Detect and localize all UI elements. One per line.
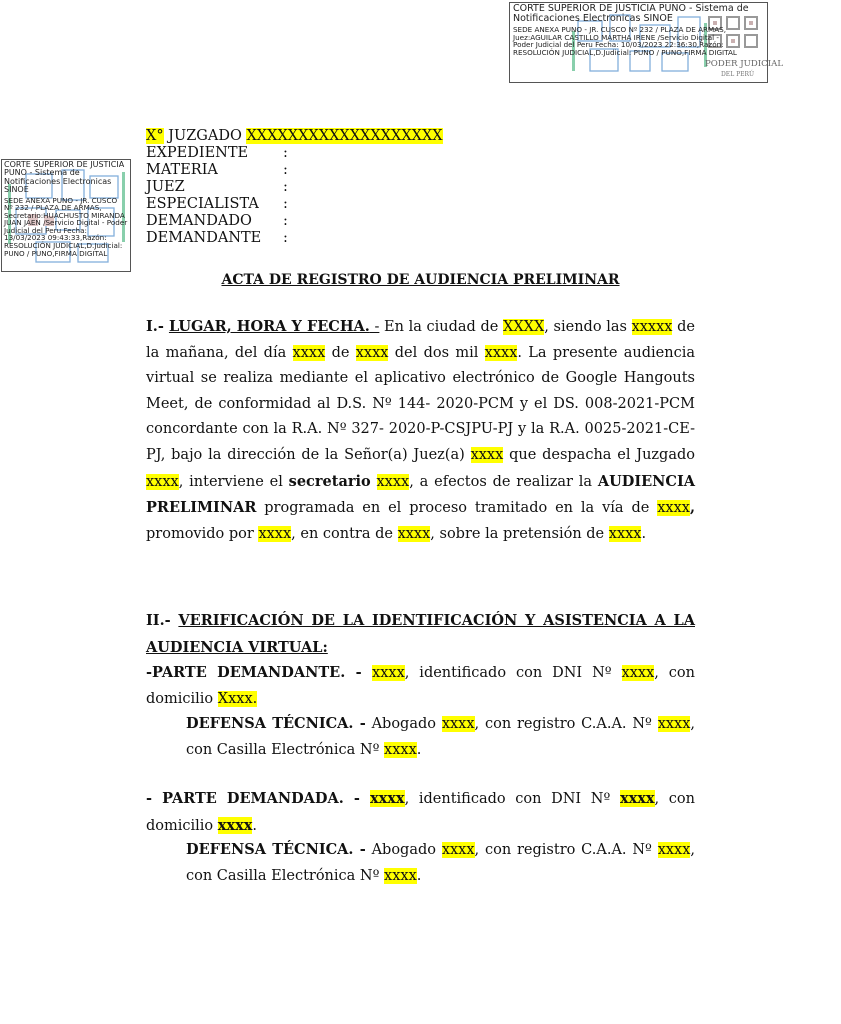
section-1-number: I.-	[146, 318, 169, 335]
header-field-juez: JUEZ :	[146, 179, 288, 195]
parte-demandante-paragraph: -PARTE DEMANDANTE. - xxxx, identificado con DNI Nº xxxx, con domicilio Xxxx.	[146, 664, 695, 707]
section-1-paragraph: I.- LUGAR, HORA Y FECHA. - En la ciudad de XXXX, siendo las xxxxx de la mañana, del día xxxx de xxxx del dos mil xxxx. La presente audiencia virtual se realiza mediante el aplicativo electrónico de Google Hangouts Meet, de conformidad al D.S. Nº 144- 2020-PCM y el DS. 008-2021-PCM concordante con la R.A. Nº 327- 2020-P-CSJPU-PJ y la R.A. 0025-2021-CE-PJ, bajo la dirección de la Señor(a) Juez(a) xxxx que despacha el Juzgado xxxx, interviene el secretario xxxx, a efectos de realizar la AUDIENCIA PRELIMINAR programada en el proceso tramitado en la vía de xxxx, promovido por xxxx, en contra de xxxx, sobre la pretensión de xxxx.	[146, 318, 695, 542]
placeholder-demandada-name: xxxx	[370, 790, 405, 807]
secretario-label: secretario	[288, 472, 371, 490]
placeholder-city: XXXX	[503, 319, 545, 335]
placeholder-abogado: xxxx	[441, 842, 475, 858]
court-name: XXXXXXXXXXXXXXXXXXX	[246, 128, 443, 144]
signature-left-title: CORTE SUPERIOR DE JUSTICIA PUNO - Sistema de Notificaciones Electronicas SINOE	[4, 160, 125, 195]
placeholder-registro: xxxx	[657, 842, 691, 858]
header-field-materia: MATERIA :	[146, 162, 288, 178]
header-field-demandado: DEMANDADO :	[146, 213, 288, 229]
court-number: X°	[146, 128, 164, 144]
placeholder-abogado: xxxx	[441, 716, 475, 732]
section-2-heading-block	[146, 608, 695, 661]
placeholder-year: xxxx	[484, 344, 518, 361]
placeholder-demandante-name: xxxx	[372, 665, 405, 681]
placeholder-secretary: xxxx	[376, 473, 410, 490]
audiencia-label: AUDIENCIA PRELIMINAR	[146, 472, 695, 517]
digital-signature-stamp-top	[509, 2, 784, 83]
header-field-especialista: ESPECIALISTA :	[146, 196, 288, 212]
case-header	[146, 128, 443, 247]
section-2-number: II.-	[146, 612, 179, 629]
parte-demandada-label: - PARTE DEMANDADA. -	[146, 790, 370, 807]
section-2-heading: VERIFICACIÓN DE LA IDENTIFICACIÓN Y ASISTENCIA A LA AUDIENCIA VIRTUAL:	[146, 612, 695, 656]
placeholder-demandada-dni: xxxx	[619, 790, 655, 807]
header-field-demandante: DEMANDANTE :	[146, 230, 288, 246]
parte-demandante-label: -PARTE DEMANDANTE. -	[146, 664, 373, 681]
parte-demandada-paragraph: - PARTE DEMANDADA. - xxxx, identificado con DNI Nº xxxx, con domicilio xxxx.	[146, 790, 695, 834]
placeholder-court: xxxx	[146, 473, 179, 490]
placeholder-demandada-domicilio: xxxx	[217, 816, 253, 834]
defensa-tecnica-label: DEFENSA TÉCNICA. -	[186, 715, 366, 732]
signature-left-details: SEDE ANEXA PUNO - JR. CUSCO Nº 232 / PLAZA DE ARMAS, Secretario:HUACHUSTO MIRANDA JUAN JAEN /Servicio Digital - Poder Judicial del Peru Fecha: 13/03/2023 09:43:33,Razón: RESOLUCIÓN JUDICIAL,D.Judicial: PUNO / PUNO,FIRMA DIGITAL	[4, 195, 128, 258]
defensa-demandante-paragraph: DEFENSA TÉCNICA. - Abogado xxxx, con registro C.A.A. Nº xxxx, con Casilla Electrónica Nº xxxx.	[186, 715, 696, 758]
placeholder-demandante-dni: xxxx	[621, 665, 655, 681]
placeholder-demandante-domicilio: Xxxx.	[217, 690, 258, 707]
placeholder-month: xxxx	[355, 344, 389, 361]
document-title: ACTA DE REGISTRO DE AUDIENCIA PRELIMINAR	[221, 272, 620, 288]
signature-top-details: SEDE ANEXA PUNO - JR. CUSCO Nº 232 / PLAZA DE ARMAS, Juez:AGUILAR CASTILLO MARTHA IRENE /Servicio Digital - Poder Judicial del Peru Fecha: 10/03/2023 22:36:30,Razón: RESOLUCIÓN JUDICIAL,D.Judicial: PUNO / PUNO,FIRMA DIGITAL	[513, 24, 737, 57]
placeholder-casilla: xxxx	[384, 741, 417, 758]
placeholder-day: xxxx	[292, 344, 326, 361]
defensa-tecnica-label: DEFENSA TÉCNICA. -	[186, 841, 366, 858]
signature-top-title: CORTE SUPERIOR DE JUSTICIA PUNO - Sistema de Notificaciones Electronicas SINOE	[513, 3, 749, 24]
digital-signature-stamp-left	[1, 159, 131, 272]
poder-judicial-logo-subtext: DEL PERÚ	[721, 70, 755, 78]
court-label: JUZGADO	[163, 128, 247, 144]
placeholder-registro: xxxx	[657, 716, 691, 732]
header-field-expediente: EXPEDIENTE :	[146, 145, 288, 161]
poder-judicial-logo-text: PODER JUDICIAL	[705, 58, 784, 69]
defensa-demandada-paragraph: DEFENSA TÉCNICA. - Abogado xxxx, con registro C.A.A. Nº xxxx, con Casilla Electrónica Nº xxxx.	[186, 841, 696, 884]
placeholder-contra: xxxx	[397, 525, 431, 542]
placeholder-casilla: xxxx	[384, 867, 417, 884]
court-line	[146, 128, 443, 145]
placeholder-via: xxxx	[657, 500, 690, 517]
placeholder-promovido: xxxx	[258, 525, 292, 542]
placeholder-judge: xxxx	[470, 446, 504, 463]
placeholder-hour: xxxxx	[631, 319, 673, 335]
placeholder-pretension: xxxx	[608, 525, 642, 542]
section-1-heading: LUGAR, HORA Y FECHA.	[168, 318, 370, 335]
